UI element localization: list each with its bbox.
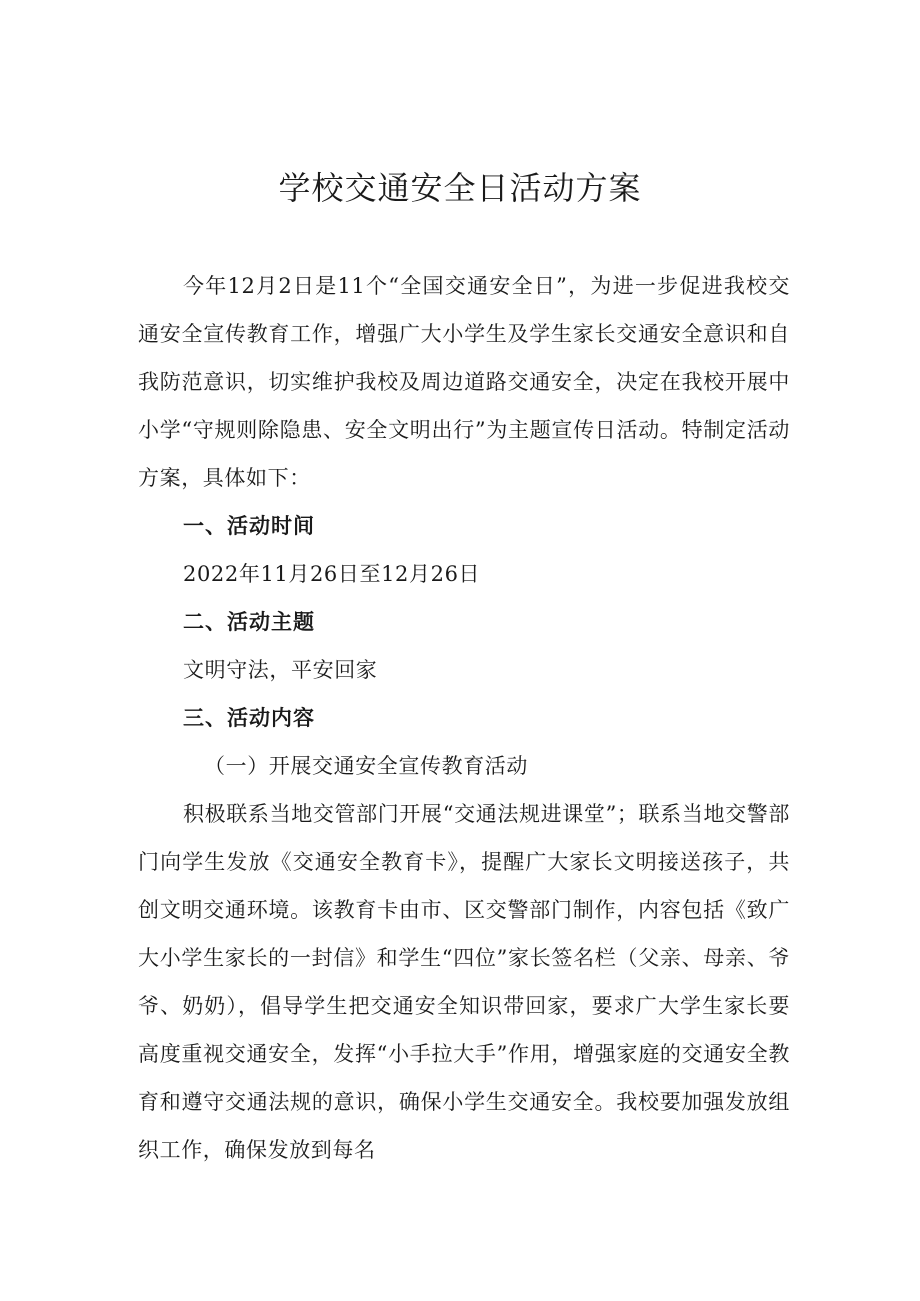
activity-time-text: 2022年11月26日至12月26日 [183,562,481,586]
document-body [138,262,790,1174]
activity-theme-text: 文明守法，平安回家 [183,658,378,682]
section-heading-activity-time: 一、活动时间 [183,514,315,538]
section-heading-activity-content: 三、活动内容 [183,706,315,730]
document-title: 学校交通安全日活动方案 [278,169,642,207]
intro-paragraph: 今年12月2日是11个“全国交通安全日”，为进一步促进我校交通安全宣传教育工作，增强广大小学生及学生家长交通安全意识和自我防范意识，切实维护我校及周边道路交通安全，决定在我校开展中小学“守规则除隐患、安全文明出行”为主题宣传日活动。特制定活动方案，具体如下： [138,274,790,490]
section-heading-activity-theme: 二、活动主题 [183,610,315,634]
education-paragraph: 积极联系当地交管部门开展“交通法规进课堂”；联系当地交警部门向学生发放《交通安全教育卡》，提醒广大家长文明接送孩子，共创文明交通环境。该教育卡由市、区交警部门制作，内容包括《致广大小学生家长的一封信》和学生“四位”家长签名栏（父亲、母亲、爷爷、奶奶），倡导学生把交通安全知识带回家，要求广大学生家长要高度重视交通安全，发挥“小手拉大手”作用，增强家庭的交通安全教育和遵守交通法规的意识，确保小学生交通安全。我校要加强发放组织工作，确保发放到每名 [138,802,790,1162]
subsection-heading-education: （一）开展交通安全宣传教育活动 [204,754,528,778]
